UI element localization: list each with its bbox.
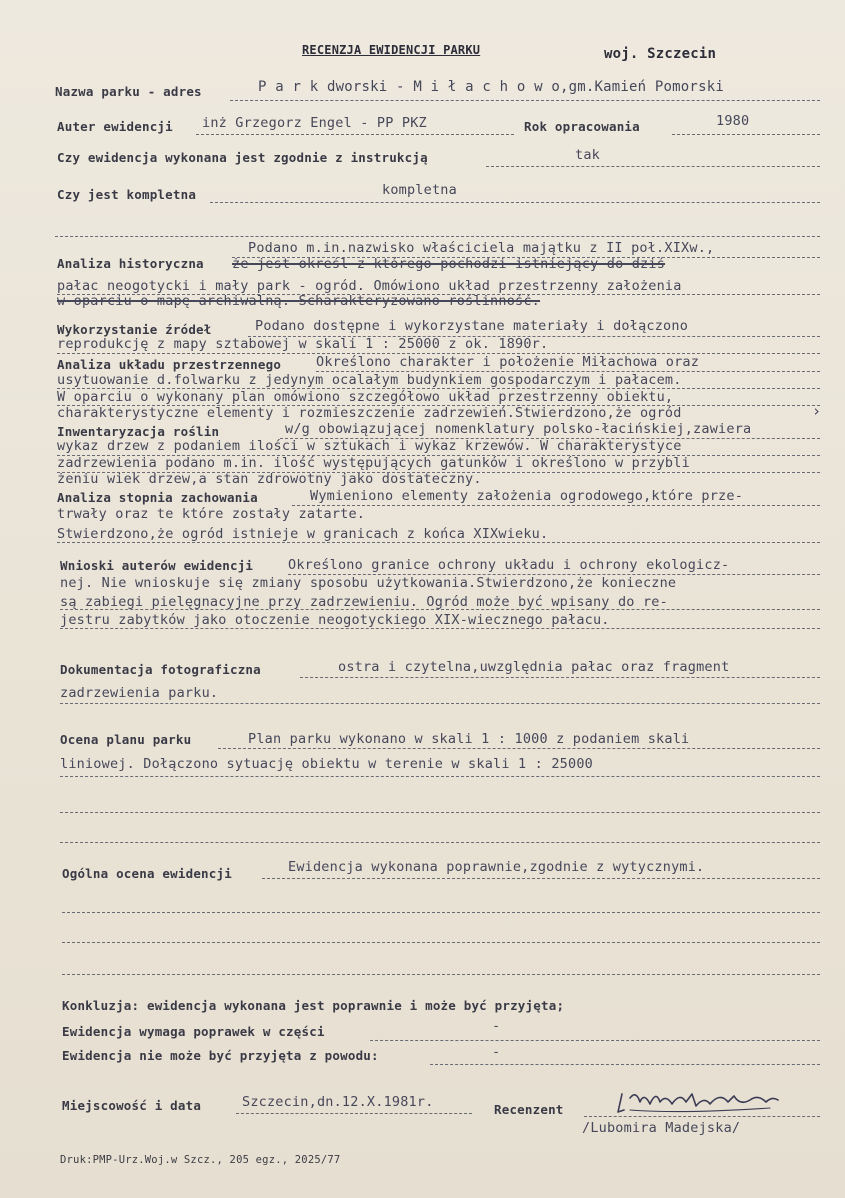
complete-value: kompletna xyxy=(382,182,457,198)
plan-line-2: liniowej. Dołączono sytuację obiektu w terenie w skali 1 : 25000 xyxy=(60,756,593,772)
author-line xyxy=(196,134,514,135)
year-value: 1980 xyxy=(716,113,750,129)
place-date-rule xyxy=(236,1113,472,1114)
preservation-label: Analiza stopnia zachowania xyxy=(57,490,258,505)
spatial-label: Analiza układu przestrzennego xyxy=(57,357,282,372)
overall-rule-1 xyxy=(262,878,820,879)
conclusions-line-1: Określono granice ochrony układu i ochrony ekologicz- xyxy=(288,557,730,573)
historical-line-3: pałac neogotycki i mały park - ogród. Omówiono układ przestrzenny założenia xyxy=(57,278,682,294)
overall-value: Ewidencja wykonana poprawnie,zgodnie z wytycznymi. xyxy=(288,859,705,875)
photo-label: Dokumentacja fotograficzna xyxy=(60,662,261,677)
author-label: Auter ewidencji xyxy=(57,119,173,134)
document-title: RECENZJA EWIDENCJI PARKU xyxy=(302,43,481,57)
conclusions-rule-2 xyxy=(60,609,820,610)
sources-label: Wykorzystanie źródeł xyxy=(57,322,212,337)
spatial-line-3: W oparciu o wykonany plan omówiono szczegółowo układ przestrzenny obiektu, xyxy=(57,389,674,405)
plan-rule-3 xyxy=(60,812,820,813)
plan-label: Ocena planu parku xyxy=(60,732,192,747)
verdict-conclusion: Konkluzja: ewidencja wykonana jest poprawnie i może być przyjęta; xyxy=(62,998,565,1013)
sources-line-1: Podano dostępne i wykorzystane materiały i dołączono xyxy=(255,318,689,334)
spatial-line-4: charakterystyczne elementy i rozmieszczenie zadrzewień.Stwierdzono,że ogród xyxy=(57,405,682,421)
plants-rule-2 xyxy=(57,455,820,456)
place-date-label: Miejscowość i data xyxy=(62,1098,202,1113)
author-value: inż Grzegorz Engel - PP PKZ xyxy=(202,115,427,131)
spatial-line-1: Określono charakter i położenie Miłachowa oraz xyxy=(316,354,700,370)
reviewer-label: Recenzent xyxy=(494,1102,564,1117)
verdict-reject-rule xyxy=(430,1064,820,1065)
photo-line-1: ostra i czytelna,uwzględnia pałac oraz fragment xyxy=(338,659,730,675)
plants-line-3: zadrzewienia podano m.in. ilość występujących gatunków i określono w przybli xyxy=(57,455,690,471)
plants-line-4: żeniu wiek drzew,a stan zdrowotny jako dostateczny. xyxy=(57,471,482,487)
compliant-label: Czy ewidencja wykonana jest zgodnie z instrukcją xyxy=(57,150,428,165)
park-name-label: Nazwa parku - adres xyxy=(55,84,202,99)
overall-rule-2 xyxy=(62,912,820,913)
reviewer-signature xyxy=(600,1084,800,1124)
print-note: Druk:PMP-Urz.Woj.w Szcz., 205 egz., 2025/77 xyxy=(60,1154,341,1166)
photo-rule-1 xyxy=(300,677,820,678)
reviewer-name: /Lubomira Madejska/ xyxy=(582,1120,741,1136)
historical-rule-1 xyxy=(232,257,820,258)
plants-label: Inwentaryzacja roślin xyxy=(57,424,220,439)
park-name-value: P a r k dworski - M i ł a c h o w o,gm.Kamień Pomorski xyxy=(258,79,724,95)
verdict-partial-label: Ewidencja wymaga poprawek w części xyxy=(62,1024,325,1039)
historical-line-2: że jest określ z którego pochodzi istniejący do dziś xyxy=(232,256,666,272)
historical-rule-2 xyxy=(57,294,820,295)
spatial-rule-1 xyxy=(316,371,820,372)
preservation-rule-1 xyxy=(292,505,820,506)
plan-rule-1 xyxy=(218,748,820,749)
conclusions-rule-1 xyxy=(288,574,820,575)
spatial-rule-2 xyxy=(57,388,820,389)
preservation-line-3: Stwierdzono,że ogród istnieje w granicach z końca XIXwieku. xyxy=(57,526,549,542)
verdict-reject-value: - xyxy=(492,1044,501,1060)
place-date-value: Szczecin,dn.12.X.1981r. xyxy=(242,1094,434,1110)
verdict-reject-label: Ewidencja nie może być przyjęta z powodu: xyxy=(62,1048,379,1063)
park-name-line xyxy=(230,100,820,101)
photo-line-2: zadrzewienia parku. xyxy=(60,685,219,701)
preservation-rule-2 xyxy=(57,542,820,543)
plan-rule-2 xyxy=(60,776,820,777)
compliant-line xyxy=(486,166,820,167)
complete-label: Czy jest kompletna xyxy=(57,187,197,202)
plants-line-1: w/g obowiązującej nomenklatury polsko-łacińskiej,zawiera xyxy=(285,421,752,437)
verdict-partial-rule xyxy=(370,1040,820,1041)
conclusions-line-3: są zabiegi pielęgnacyjne przy zadrzewieniu. Ogród może być wpisany do re- xyxy=(60,594,668,610)
conclusions-line-4: jestru zabytków jako otoczenie neogotyckiego XIX-wiecznego pałacu. xyxy=(60,612,610,628)
year-label: Rok opracowania xyxy=(524,119,640,134)
overall-label: Ogólna ocena ewidencji xyxy=(62,866,232,881)
photo-rule-2 xyxy=(60,703,820,704)
complete-line xyxy=(210,202,820,203)
sources-line-2: reprodukcję z mapy sztabowej w skali 1 : 25000 z ok. 1890r. xyxy=(57,336,549,352)
sources-rule-1 xyxy=(248,336,820,337)
plants-rule-3 xyxy=(57,472,820,473)
historical-line-4: w oparciu o mapę archiwalną. Scharakteryzowano roślinność. xyxy=(57,293,541,309)
continuation-arrow-icon: › xyxy=(812,402,822,420)
region-label: woj. Szczecin xyxy=(604,46,717,62)
overall-rule-4 xyxy=(62,974,820,975)
plants-line-2: wykaz drzew z podaniem ilości w sztukach i wykaz krzewów. W charakterystyce xyxy=(57,438,682,454)
plan-line-1: Plan parku wykonano w skali 1 : 1000 z podaniem skali xyxy=(248,731,690,747)
conclusions-rule-3 xyxy=(60,628,820,629)
compliant-value: tak xyxy=(575,147,600,163)
conclusions-line-2: nej. Nie wnioskuje się zmiany sposobu użytkowania.Stwierdzono,że konieczne xyxy=(60,575,677,591)
plan-rule-4 xyxy=(60,842,820,843)
historical-label: Analiza historyczna xyxy=(57,256,204,271)
year-line xyxy=(672,134,820,135)
verdict-partial-value: - xyxy=(492,1018,501,1034)
preservation-line-2: trwały oraz te które zostały zatarte. xyxy=(57,506,366,522)
spatial-line-2: usytuowanie d.folwarku z jedynym ocalałym budynkiem gospodarczym i pałacem. xyxy=(57,372,682,388)
plants-rule-1 xyxy=(280,438,820,439)
overall-rule-3 xyxy=(62,942,820,943)
separator-line xyxy=(55,236,820,237)
conclusions-label: Wnioski auterów ewidencji xyxy=(60,558,254,573)
preservation-line-1: Wymieniono elementy założenia ogrodowego,które prze- xyxy=(310,488,744,504)
spatial-rule-3 xyxy=(57,405,820,406)
historical-line-1: Podano m.in.nazwisko właściciela majątku z II poł.XIXw., xyxy=(248,240,715,256)
